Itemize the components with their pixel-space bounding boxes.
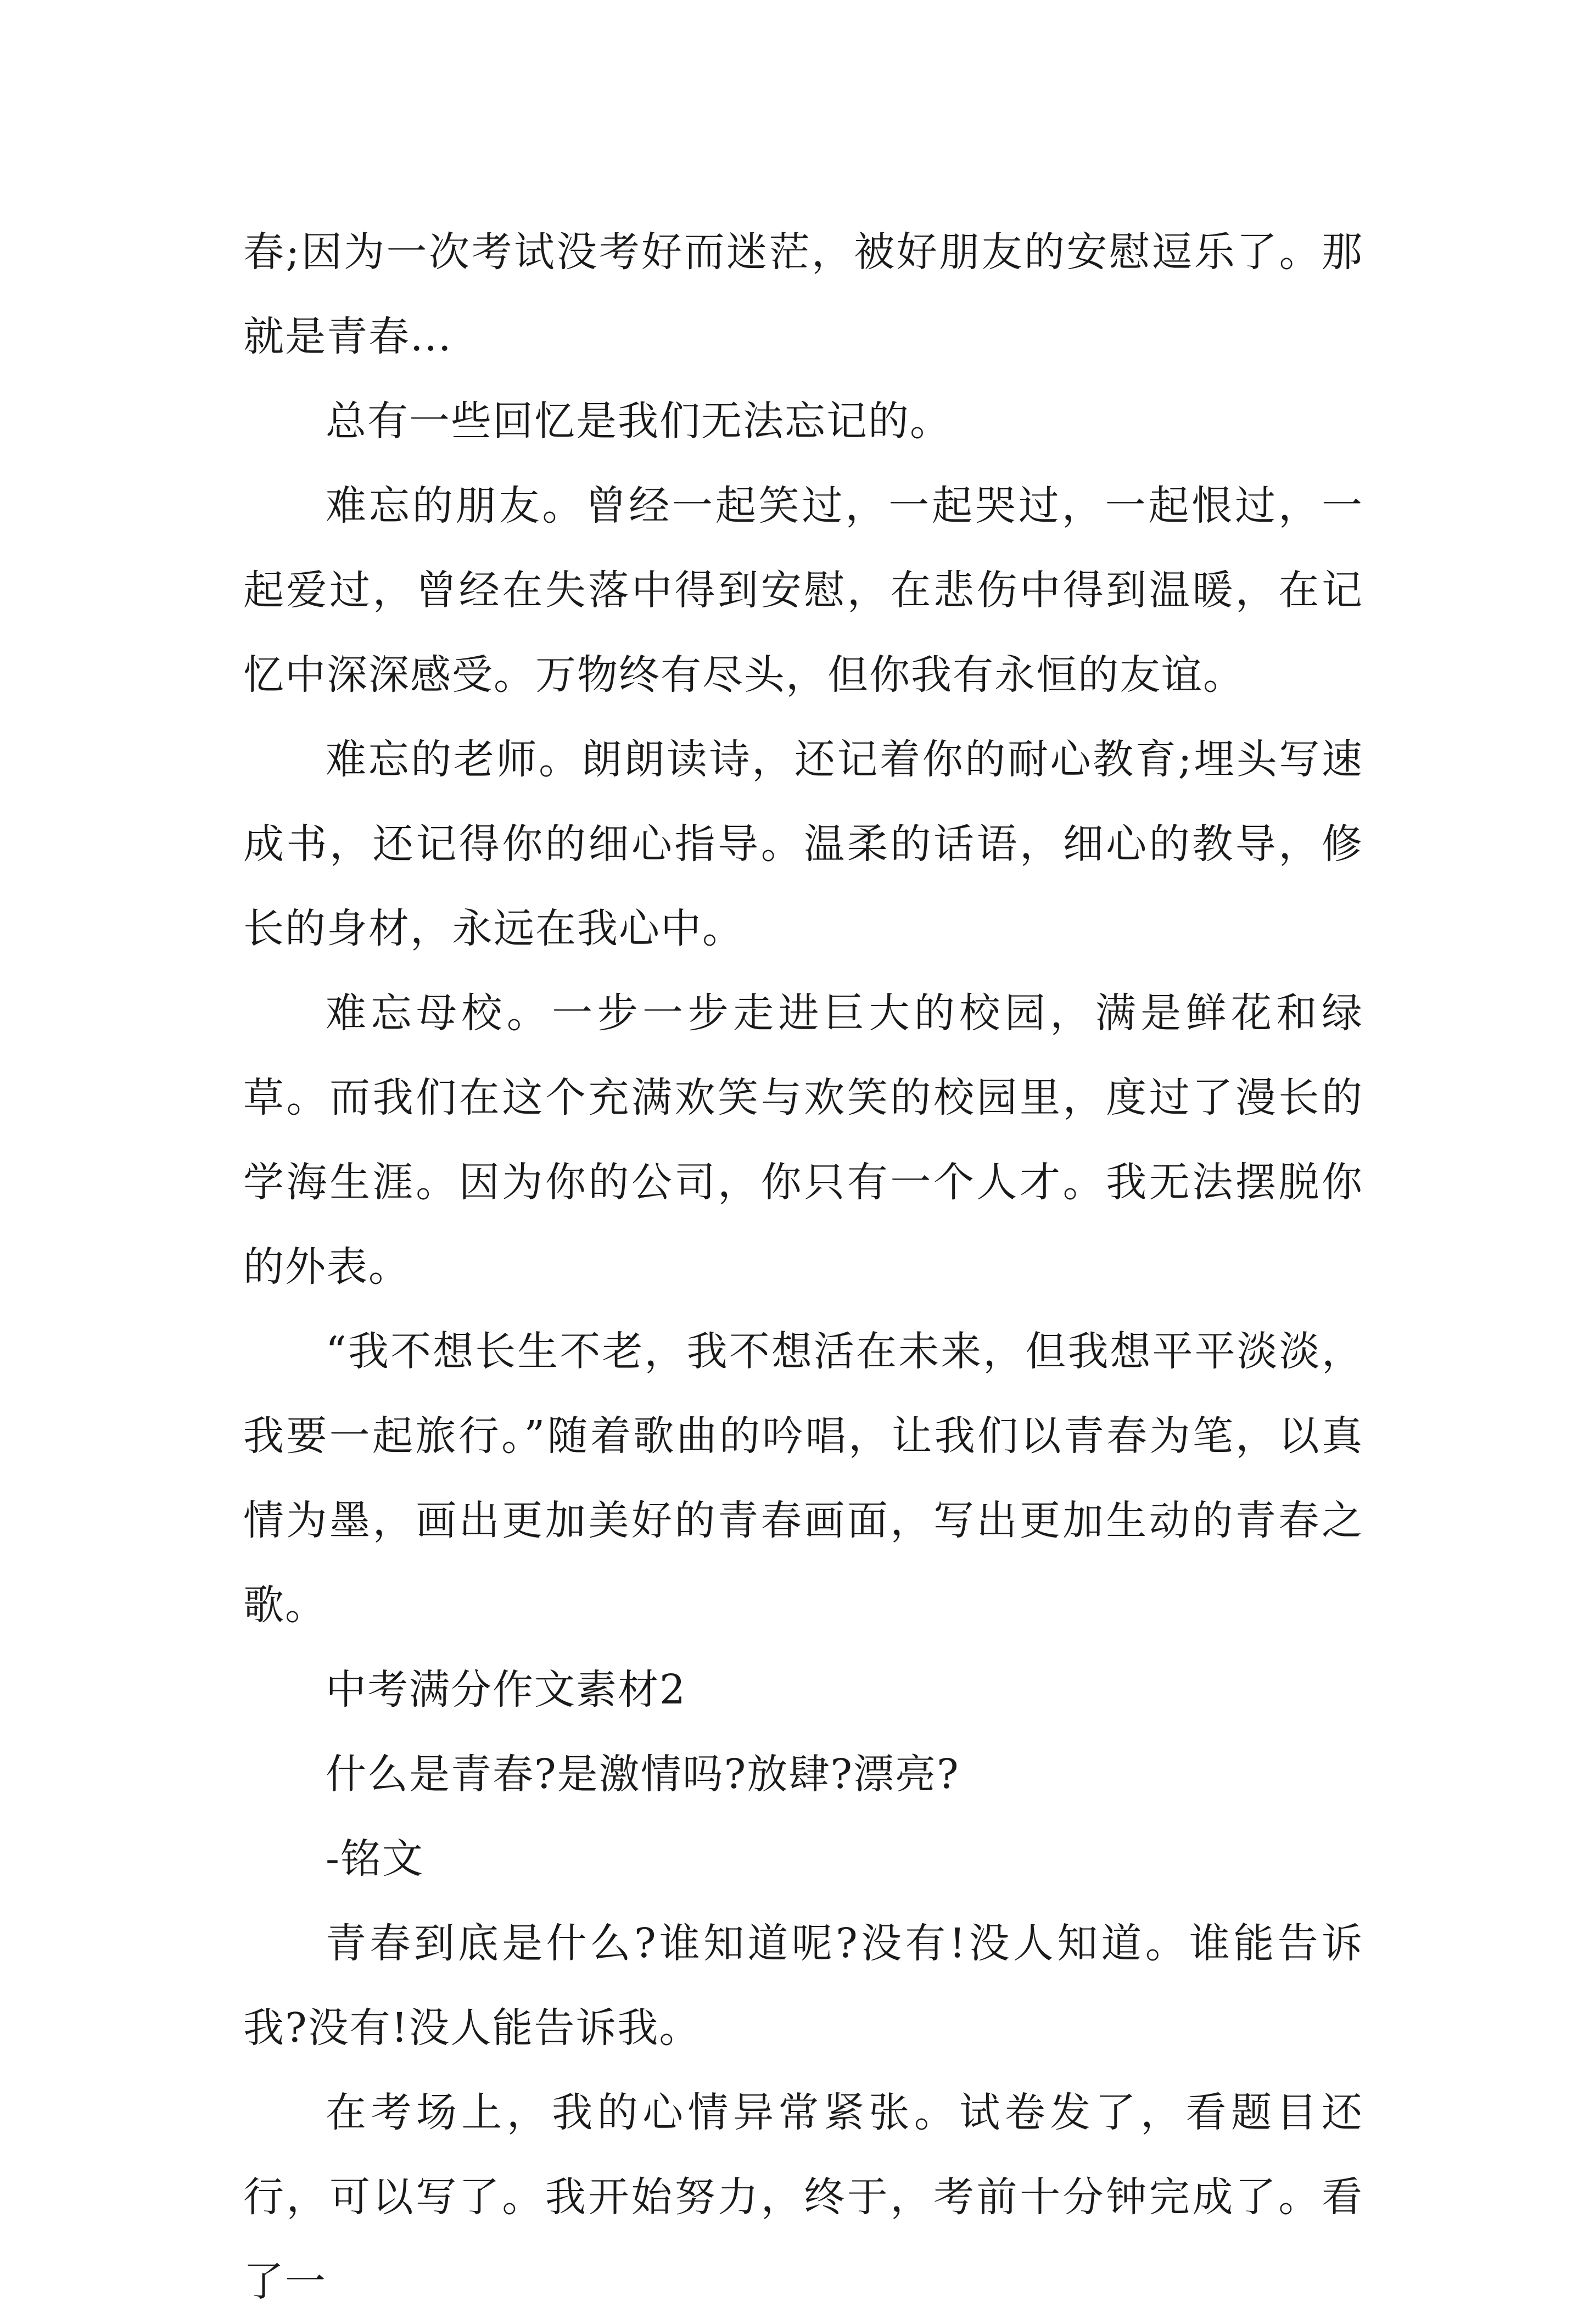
paragraph-question: 什么是青春?是激情吗?放肆?漂亮? — [326, 1751, 960, 1798]
paragraph-8: 在考场上，我的心情异常紧张。试卷发了，看题目还行，可以写了。我开始努力，终于，考前十分钟完成了。看了一 — [243, 2089, 1363, 2305]
paragraph-5: 难忘母校。一步一步走进巨大的校园，满是鲜花和绿草。而我们在这个充满欢笑与欢笑的校园里，度过了漫长的学海生涯。因为你的公司，你只有一个人才。我无法摆脱你的外表。 — [243, 990, 1363, 1291]
section-heading: 中考满分作文素材2 — [326, 1666, 687, 1713]
byline: -铭文 — [326, 1835, 424, 1882]
document-body — [243, 210, 1363, 2324]
paragraph-7: 青春到底是什么?谁知道呢?没有!没人知道。谁能告诉我?没有!没人能告诉我。 — [243, 1920, 1363, 2052]
paragraph-6: “我不想长生不老，我不想活在未来，但我想平平淡淡，我要一起旅行。”随着歌曲的吟唱，让我们以青春为笔，以真情为墨，画出更加美好的青春画面，写出更加生动的青春之歌。 — [243, 1328, 1363, 1629]
paragraph-2: 总有一些回忆是我们无法忘记的。 — [326, 398, 952, 445]
paragraph-4: 难忘的老师。朗朗读诗，还记着你的耐心教育;埋头写速成书，还记得你的细心指导。温柔的话语，细心的教导，修长的身材，永远在我心中。 — [243, 736, 1363, 952]
paragraph-1: 春;因为一次考试没考好而迷茫，被好朋友的安慰逗乐了。那就是青春... — [243, 228, 1363, 360]
paragraph-3: 难忘的朋友。曾经一起笑过，一起哭过，一起恨过，一起爱过，曾经在失落中得到安慰，在悲伤中得到温暖，在记忆中深深感受。万物终有尽头，但你我有永恒的友谊。 — [243, 482, 1363, 699]
